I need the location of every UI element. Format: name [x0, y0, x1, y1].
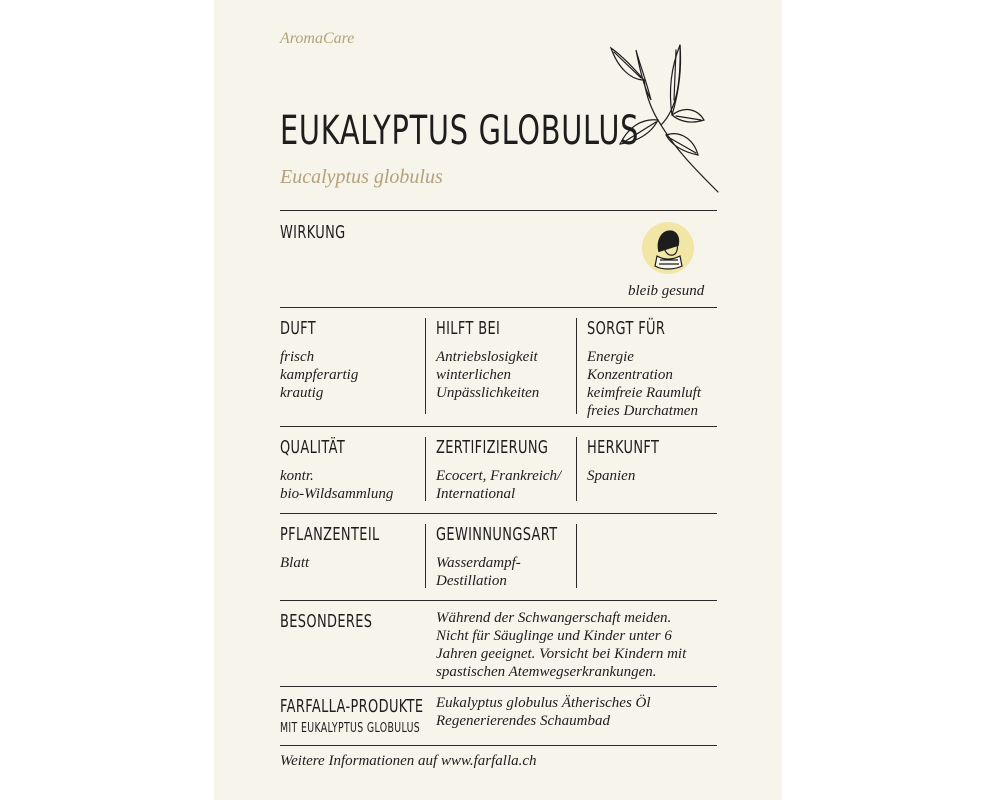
produkte-values: Eukalyptus globulus Ätherisches Öl Regenerierendes Schaumbad	[436, 695, 651, 729]
hilft-heading: HILFT BEI	[436, 318, 501, 339]
divider	[280, 210, 717, 211]
divider	[280, 745, 717, 746]
gewinnungsart-heading: GEWINNUNGSART	[436, 524, 558, 545]
page-title: EUKALYPTUS GLOBULUS	[280, 108, 640, 154]
badge-label: bleib gesund	[628, 283, 705, 299]
info-card	[214, 0, 782, 800]
brand-label: AromaCare	[280, 30, 355, 47]
zertifizierung-heading: ZERTIFIZIERUNG	[436, 437, 549, 458]
duft-values: frisch kampferartig krautig	[280, 349, 359, 401]
divider	[280, 426, 717, 427]
latin-name: Eucalyptus globulus	[280, 166, 443, 188]
sorgt-values: Energie Konzentration keimfreie Raumluft freies Durchatmen	[587, 349, 701, 419]
divider	[425, 318, 426, 414]
divider	[576, 437, 577, 501]
divider	[280, 686, 717, 687]
divider	[576, 318, 577, 414]
wirkung-heading: WIRKUNG	[280, 222, 346, 243]
hilft-values: Antriebslosigkeit winterlichen Unpässlichkeiten	[436, 349, 540, 401]
divider	[280, 600, 717, 601]
woman-scarf-icon	[642, 222, 694, 274]
divider	[280, 513, 717, 514]
produkte-subheading: MIT EUKALYPTUS GLOBULUS	[280, 721, 421, 736]
divider	[280, 307, 717, 308]
produkte-heading: FARFALLA-PRODUKTE	[280, 696, 424, 717]
sorgt-heading: SORGT FÜR	[587, 318, 666, 339]
qualitaet-values: kontr. bio-Wildsammlung	[280, 468, 394, 502]
qualitaet-heading: QUALITÄT	[280, 437, 346, 458]
besonderes-heading: BESONDERES	[280, 611, 373, 632]
footer-info: Weitere Informationen auf www.farfalla.ch	[280, 753, 537, 769]
gewinnungsart-values: Wasserdampf- Destillation	[436, 555, 521, 589]
eucalyptus-sprig-icon	[606, 40, 721, 195]
pflanzenteil-values: Blatt	[280, 555, 310, 571]
divider	[576, 524, 577, 588]
zertifizierung-values: Ecocert, Frankreich/ International	[436, 468, 562, 502]
divider	[425, 437, 426, 501]
pflanzenteil-heading: PFLANZENTEIL	[280, 524, 380, 545]
herkunft-values: Spanien	[587, 468, 636, 484]
duft-heading: DUFT	[280, 318, 317, 339]
herkunft-heading: HERKUNFT	[587, 437, 660, 458]
besonderes-values: Während der Schwangerschaft meiden. Nicht für Säuglinge und Kinder unter 6 Jahren geeignet. Vorsicht bei Kindern mit spastischen Atemwegserkrankungen.	[436, 610, 687, 680]
divider	[425, 524, 426, 588]
